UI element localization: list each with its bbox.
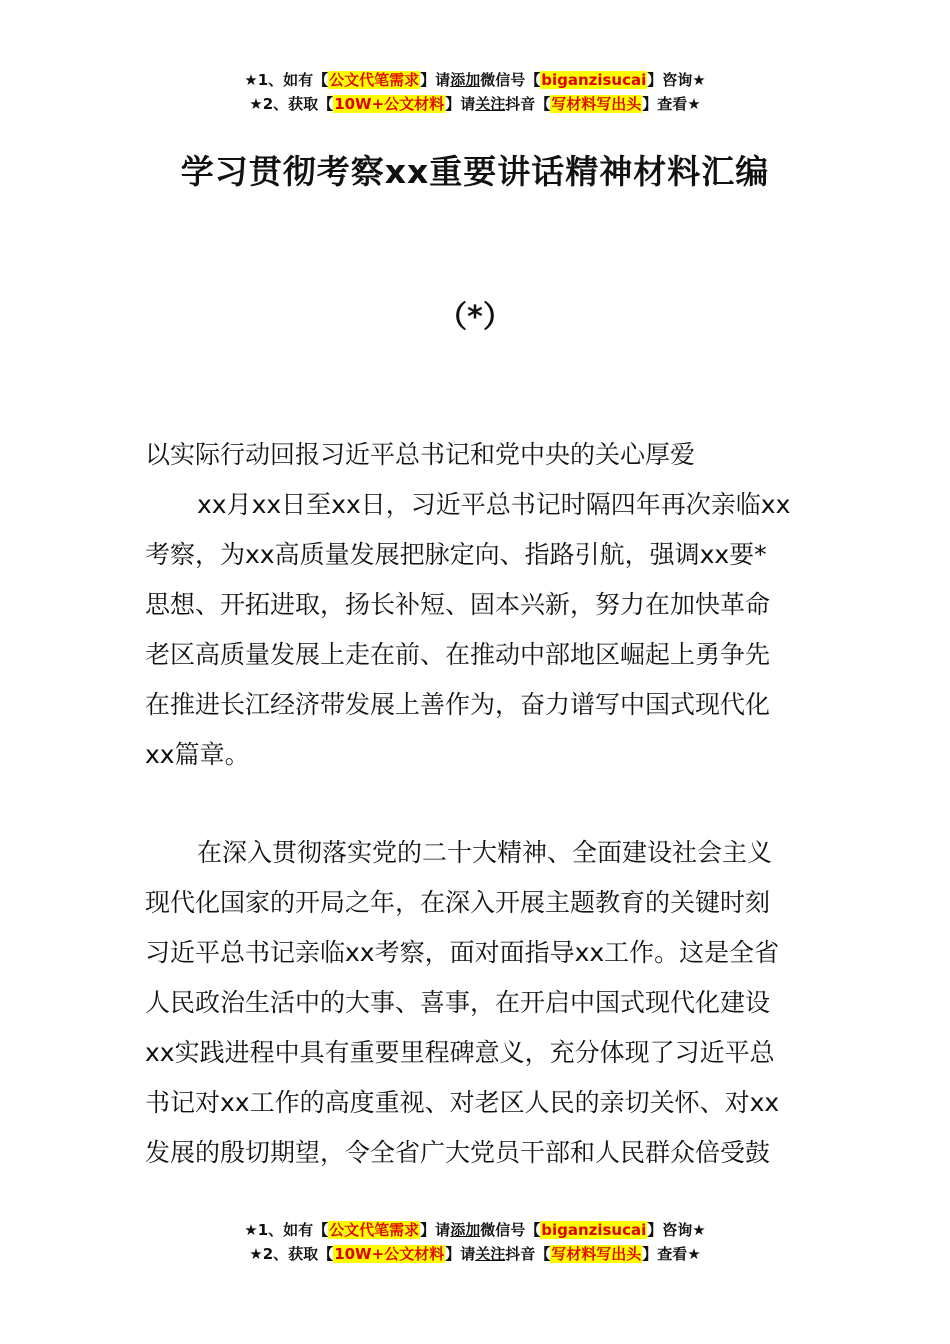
promo-wechat-id: biganzisucai xyxy=(541,71,647,89)
paragraph-line: 在推进长江经济带发展上善作为，奋力谱写中国式现代化 xyxy=(145,690,771,719)
paragraph-1 xyxy=(145,480,810,780)
promo-text: 】请 xyxy=(420,1221,451,1239)
promo-text: 】咨询★ xyxy=(647,71,706,89)
document-title: 学习贯彻考察xx重要讲话精神材料汇编 xyxy=(180,152,770,191)
promo-douyin-id: 写材料写出头 xyxy=(551,95,642,113)
promo-line-1 xyxy=(0,68,950,92)
top-promo-banner xyxy=(0,68,950,116)
promo-text: 微信号【 xyxy=(480,1221,541,1239)
promo-highlight: 10W+公文材料 xyxy=(334,1245,445,1263)
promo-underlined-text: 添加 xyxy=(450,71,481,89)
promo-line-2 xyxy=(0,92,950,116)
paragraph-2 xyxy=(145,828,810,1178)
promo-text: ★1、如有【 xyxy=(244,1221,329,1239)
promo-text: 】查看★ xyxy=(642,95,701,113)
promo-text: 微信号【 xyxy=(480,71,541,89)
paragraph-line: 在深入贯彻落实党的二十大精神、全面建设社会主义 xyxy=(197,838,773,867)
promo-text: ★2、获取【 xyxy=(249,1245,334,1263)
promo-underlined-text: 关注 xyxy=(475,1245,506,1263)
paragraph-line: 老区高质量发展上走在前、在推动中部地区崛起上勇争先 xyxy=(145,640,771,669)
promo-underlined-text: 关注 xyxy=(475,95,506,113)
promo-highlight: 10W+公文材料 xyxy=(334,95,445,113)
paragraph-line: 习近平总书记亲临xx考察，面对面指导xx工作。这是全省 xyxy=(145,938,780,967)
promo-text: 】请 xyxy=(445,1245,476,1263)
promo-text: 】请 xyxy=(420,71,451,89)
promo-line-1 xyxy=(0,1218,950,1242)
paragraph-line: xx实践进程中具有重要里程碑意义，充分体现了习近平总 xyxy=(145,1038,775,1067)
paragraph-line: xx月xx日至xx日，习近平总书记时隔四年再次亲临xx xyxy=(197,490,791,519)
paragraph-line: 考察，为xx高质量发展把脉定向、指路引航，强调xx要* xyxy=(145,540,767,569)
paragraph-line: 发展的殷切期望，令全省广大党员干部和人民群众倍受鼓 xyxy=(145,1138,771,1167)
promo-text: 】请 xyxy=(445,95,476,113)
paragraph-line: 人民政治生活中的大事、喜事，在开启中国式现代化建设 xyxy=(145,988,771,1017)
heading-text: 以实际行动回报习近平总书记和党中央的关心厚爱 xyxy=(145,440,696,469)
promo-underlined-text: 添加 xyxy=(450,1221,481,1239)
promo-highlight: 公文代笔需求 xyxy=(329,1221,420,1239)
promo-text: ★2、获取【 xyxy=(249,95,334,113)
paragraph-line: 现代化国家的开局之年，在深入开展主题教育的关键时刻 xyxy=(145,888,771,917)
promo-text: 】查看★ xyxy=(642,1245,701,1263)
promo-text: 】咨询★ xyxy=(647,1221,706,1239)
promo-text: 抖音【 xyxy=(505,95,551,113)
paragraph-line: 思想、开拓进取，扬长补短、固本兴新，努力在加快革命 xyxy=(145,590,771,619)
article-heading xyxy=(145,430,810,480)
promo-line-2 xyxy=(0,1242,950,1266)
promo-douyin-id: 写材料写出头 xyxy=(551,1245,642,1263)
bottom-promo-banner xyxy=(0,1218,950,1266)
section-number: （*） xyxy=(437,300,513,335)
promo-wechat-id: biganzisucai xyxy=(541,1221,647,1239)
promo-highlight: 公文代笔需求 xyxy=(329,71,420,89)
paragraph-line: xx篇章。 xyxy=(145,740,250,769)
promo-text: ★1、如有【 xyxy=(244,71,329,89)
promo-text: 抖音【 xyxy=(505,1245,551,1263)
paragraph-line: 书记对xx工作的高度重视、对老区人民的亲切关怀、对xx xyxy=(145,1088,780,1117)
